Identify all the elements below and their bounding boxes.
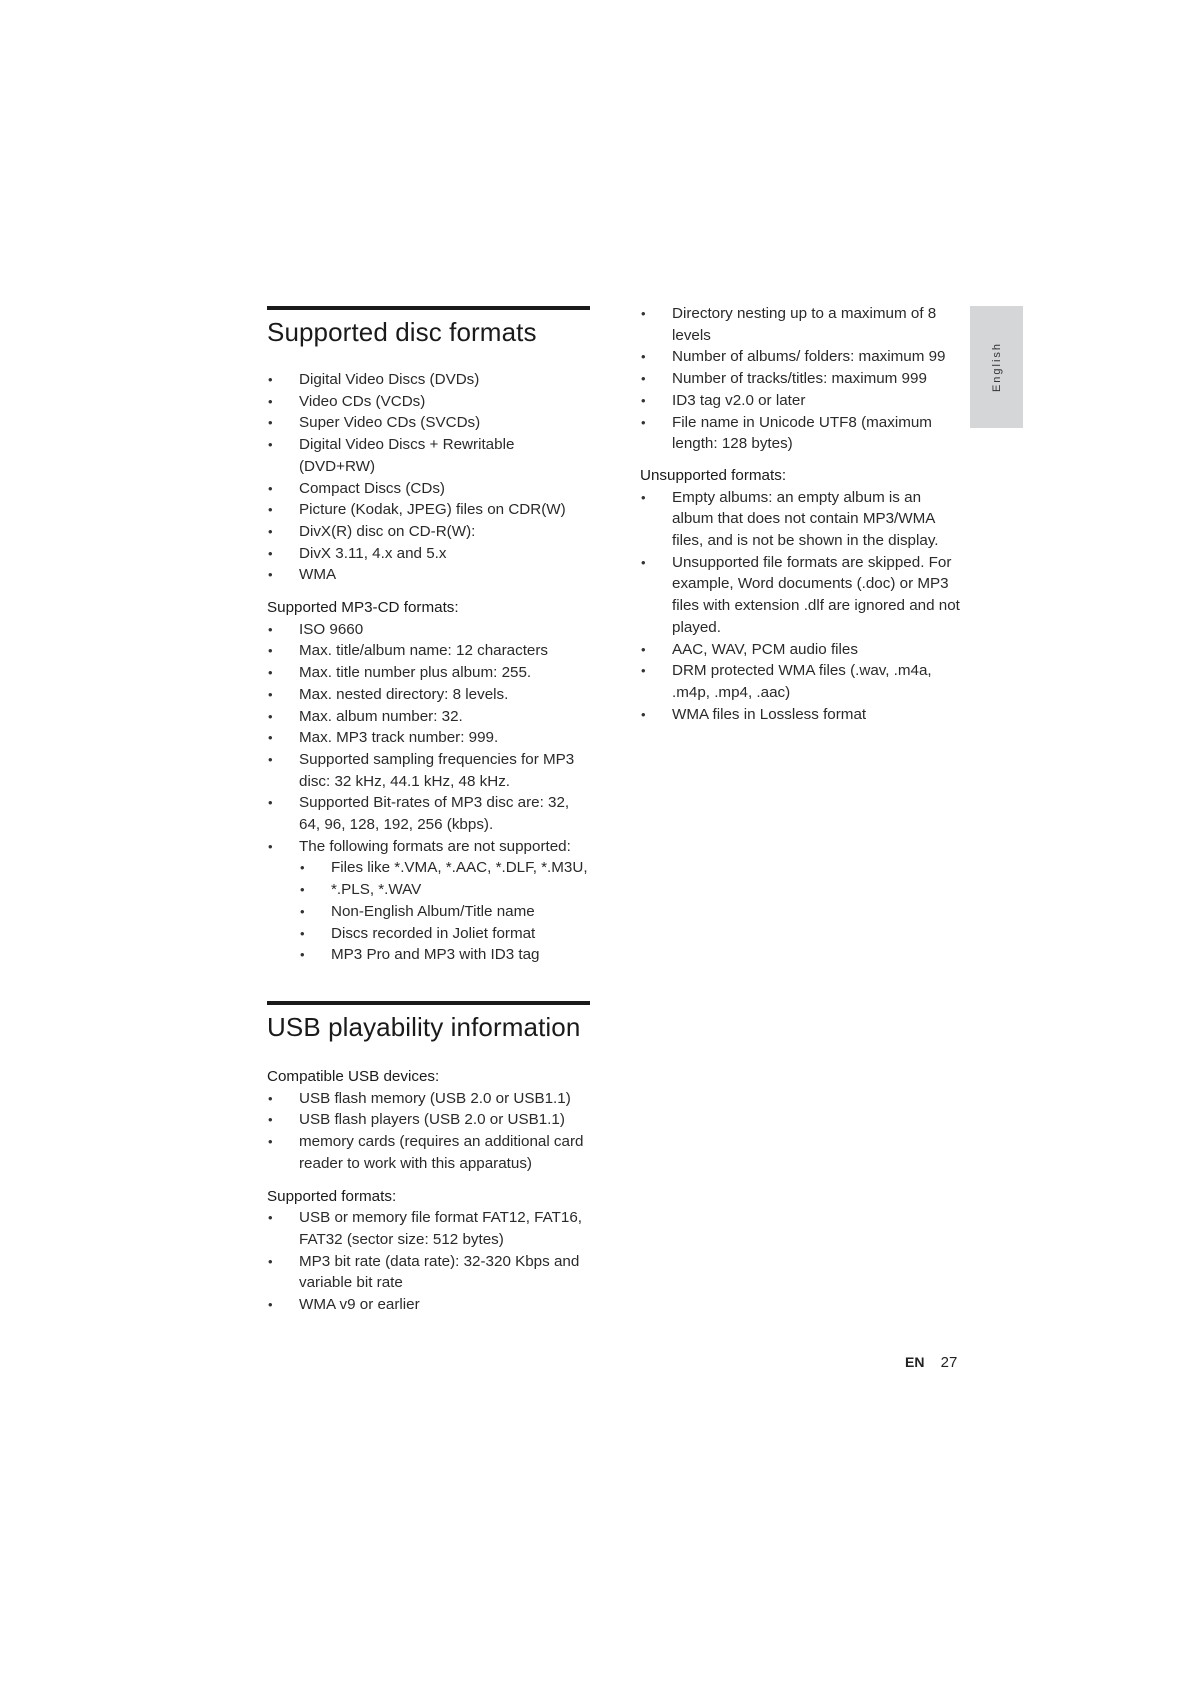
list-item: • memory cards (requires an additional card reader to work with this apparatus) [267,1131,590,1174]
list-item: • ID3 tag v2.0 or later [640,390,965,412]
list-item: • Picture (Kodak, JPEG) files on CDR(W) [267,499,590,521]
list-item [267,836,590,966]
list-item: • Max. title/album name: 12 characters [267,640,590,662]
disc-format-list [267,369,590,586]
list-item: • AAC, WAV, PCM audio files [640,639,965,661]
unsupported-format-list [640,487,965,726]
list-item: • USB flash memory (USB 2.0 or USB1.1) [267,1088,590,1110]
list-item: • Number of tracks/titles: maximum 999 [640,368,965,390]
list-item: • DRM protected WMA files (.wav, .m4a, .m4p, .mp4, .aac) [640,660,965,703]
page-number: 27 [940,1354,958,1371]
language-side-tab [970,306,1023,428]
section-supported-disc-formats [267,306,590,966]
subheading-supported-formats: Supported formats: [267,1187,397,1205]
section-usb-playability [267,1001,590,1316]
list-item: • Supported Bit-rates of MP3 disc are: 32, 64, 96, 128, 192, 256 (kbps). [267,792,590,835]
unsupported-sublist [299,857,590,966]
list-item: • WMA [267,564,590,586]
sublist-item: • Non-English Album/Title name [299,901,590,923]
section-rule [267,1001,590,1005]
list-item: • Max. album number: 32. [267,706,590,728]
page-footer [905,1354,957,1371]
list-item: • Compact Discs (CDs) [267,478,590,500]
list-item: • WMA v9 or earlier [267,1294,590,1316]
mp3-limits-list [640,303,965,455]
list-item: • Directory nesting up to a maximum of 8 levels [640,303,965,346]
list-item: • WMA files in Lossless format [640,704,965,726]
left-column [267,306,590,1316]
list-item: • Max. MP3 track number: 999. [267,727,590,749]
section-title: USB playability information [267,1011,581,1042]
usb-device-list [267,1088,590,1175]
list-item-text: The following formats are not supported: [299,837,571,855]
right-column [640,303,965,725]
sublist-item: • *.PLS, *.WAV [299,879,590,901]
list-item: • Super Video CDs (SVCDs) [267,412,590,434]
language-side-tab-label: English [990,341,1003,393]
list-item: • Max. title number plus album: 255. [267,662,590,684]
list-item: • DivX(R) disc on CD-R(W): [267,521,590,543]
mp3-format-list [267,619,590,966]
list-item: • Max. nested directory: 8 levels. [267,684,590,706]
list-item: • DivX 3.11, 4.x and 5.x [267,543,590,565]
sublist-item: • Files like *.VMA, *.AAC, *.DLF, *.M3U, [299,857,590,879]
subheading-mp3-formats: Supported MP3-CD formats: [267,599,459,617]
list-item: • Unsupported file formats are skipped. For example, Word documents (.doc) or MP3 files with extension .dlf are ignored and not played. [640,552,965,639]
list-item: • ISO 9660 [267,619,590,641]
footer-language-code: EN [905,1354,925,1370]
list-item: • Video CDs (VCDs) [267,391,590,413]
section-rule [267,306,590,310]
sublist-item: • Discs recorded in Joliet format [299,923,590,945]
list-item: • Digital Video Discs (DVDs) [267,369,590,391]
list-item: • USB flash players (USB 2.0 or USB1.1) [267,1109,590,1131]
list-item: • Number of albums/ folders: maximum 99 [640,346,965,368]
subheading-unsupported-formats: Unsupported formats: [640,466,787,484]
section-title: Supported disc formats [267,317,537,347]
list-item: • MP3 bit rate (data rate): 32-320 Kbps and variable bit rate [267,1251,590,1294]
list-item: • File name in Unicode UTF8 (maximum length: 128 bytes) [640,412,965,455]
list-item: • Empty albums: an empty album is an album that does not contain MP3/WMA files, and is not be shown in the display. [640,487,965,552]
list-item: • Supported sampling frequencies for MP3 disc: 32 kHz, 44.1 kHz, 48 kHz. [267,749,590,792]
list-item: • USB or memory file format FAT12, FAT16, FAT32 (sector size: 512 bytes) [267,1207,590,1250]
list-item: • Digital Video Discs + Rewritable (DVD+RW) [267,434,590,477]
subheading-compatible-devices: Compatible USB devices: [267,1067,440,1085]
sublist-item: • MP3 Pro and MP3 with ID3 tag [299,944,590,966]
usb-format-list [267,1207,590,1316]
